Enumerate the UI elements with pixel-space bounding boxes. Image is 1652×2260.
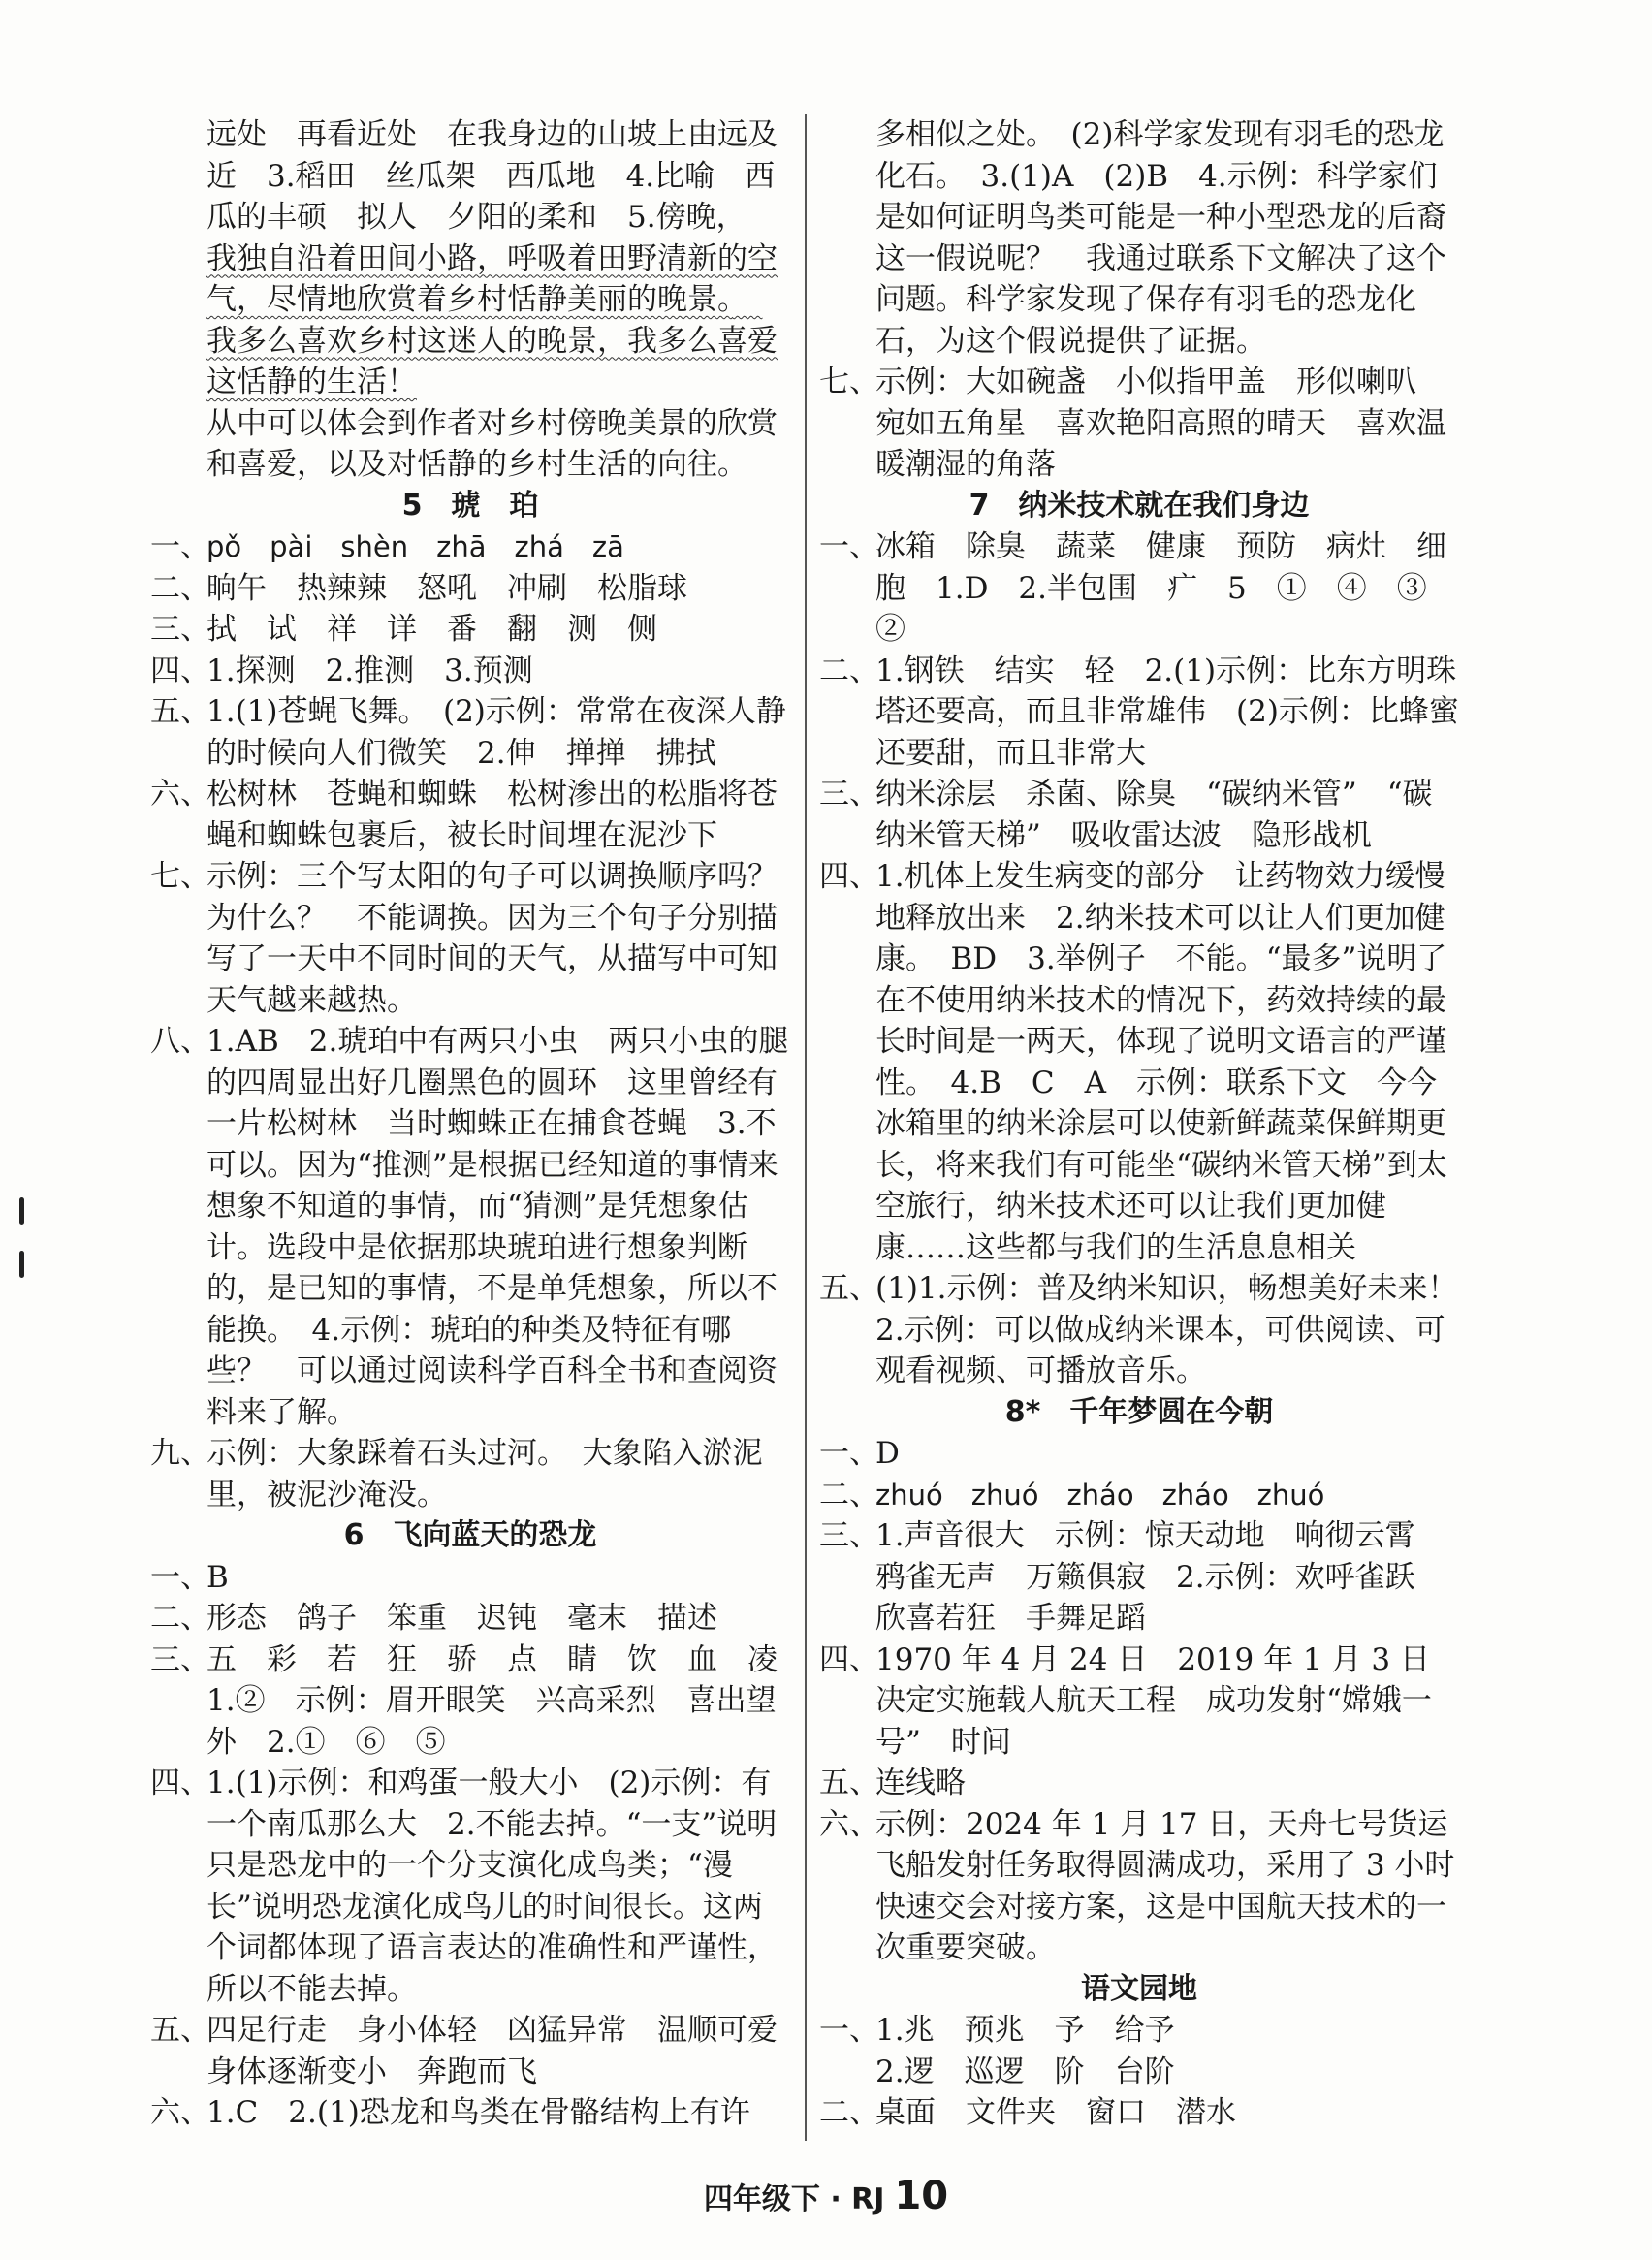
item-number: 二、 (819, 1477, 879, 1512)
section-heading: 5 琥 珀 (401, 488, 539, 523)
answer-continuation: 远处 再看近处 在我身边的山坡上由远及近 3.稻田 丝瓜架 西瓜地 4.比喻 西瓜的丰硕 拟人 夕阳的柔和 5.傍晚， (206, 117, 778, 235)
answer-item (150, 1639, 808, 1764)
item-number: 四、 (150, 1766, 210, 1800)
answer-item (819, 1639, 1459, 1764)
scan-mark (19, 1251, 24, 1278)
item-number: 二、 (819, 653, 879, 688)
answer-item (819, 362, 1459, 486)
answer-text: 晌午 热辣辣 怒吼 冲刷 松脂球 (206, 570, 687, 606)
answer-text: 松树林 苍蝇和蜘蛛 松树渗出的松脂将苍蝇和蜘蛛包裹后，被长时间埋在泥沙下 (206, 777, 778, 853)
answer-text: 四足行走 身小体轻 凶猛异常 温顺可爱 身体逐渐变小 奔跑而飞 (206, 2013, 808, 2089)
left-column (150, 114, 808, 2134)
section-heading: 6 飞向蓝天的恐龙 (343, 1518, 597, 1552)
answer-item (819, 1475, 1459, 1516)
item-number: 一、 (819, 529, 879, 564)
answer-continuation: 多相似之处。 (2)科学家发现有羽毛的恐龙化石。 3.(1)A (2)B 4.示例：科学家们是如何证明鸟类可能是一种小型恐龙的后裔这一假说呢？ 我通过联系下文解决了这个问题。科学家发现了保存有羽毛的恐龙化石，为这个假说提供了证据。 (875, 117, 1446, 359)
answer-item (819, 651, 1459, 775)
answer-text: 1.钢铁 结实 轻 2.(1)示例：比东方明珠塔还要高，而且非常雄伟 (2)示例：比蜂蜜还要甜，而且非常大 (875, 653, 1459, 771)
item-number: 一、 (150, 1559, 210, 1595)
answer-text: zhuó zhuó zháo zháo zhuó (875, 1478, 1325, 1512)
section-heading: 语文园地 (1081, 1971, 1197, 2006)
item-number: 五、 (150, 2013, 210, 2048)
answer-item (150, 1021, 790, 1433)
item-number: 三、 (819, 1518, 879, 1553)
answer-text: 示例：2024 年 1 月 17 日，天舟七号货运飞船发射任务取得圆满成功，采用了 3 小时快速交会对接方案，这是中国航天技术的一次重要突破。 (875, 1806, 1455, 1965)
item-number: 六、 (819, 1806, 879, 1842)
answer-item (819, 1804, 1459, 1969)
answer-text: 形态 鸽子 笨重 迟钝 毫末 描述 (206, 1601, 717, 1636)
underlined-answer (150, 239, 790, 403)
answer-item (819, 856, 1467, 1268)
item-number: 五、 (819, 1271, 879, 1306)
answer-continuation: 从中可以体会到作者对乡村傍晚美景的欣赏和喜爱，以及对恬静的乡村生活的向往。 (206, 405, 778, 482)
page-footer (0, 2174, 1652, 2218)
item-number: 二、 (819, 2095, 879, 2130)
answer-text: 1.机体上发生病变的部分 让药物效力缓慢地释放出来 2.纳米技术可以让人们更加健康。 BD 3.举例子 不能。“最多”说明了在不使用纳米技术的情况下，药效持续的最长时间是一两天，体现了说明文语言的严谨性。 4.B C A 示例：联系下文 今今 冰箱里的纳米涂层可以使新鲜蔬菜保鲜期更长，将来我们有可能坐“碳纳米管天梯”到太空旅行，纳米技术还可以让我们更加健康……这些都与我们的生活息息相关 (875, 859, 1467, 1265)
answer-text: 连线略 (875, 1766, 966, 1800)
item-number: 八、 (150, 1024, 210, 1059)
answer-item (150, 568, 790, 610)
item-number: 三、 (150, 612, 210, 647)
item-number: 五、 (819, 1766, 879, 1800)
answer-text: 1970 年 4 月 24 日 2019 年 1 月 3 日 决定实施载人航天工程 成功发射“嫦娥一号” 时间 (875, 1641, 1460, 1760)
item-number: 二、 (150, 1601, 210, 1636)
answer-item (819, 526, 1459, 651)
item-number: 一、 (819, 2013, 879, 2048)
answer-text: 纳米涂层 杀菌、除臭 “碳纳米管” “碳纳米管天梯” 吸收雷达波 隐形战机 (875, 777, 1433, 853)
answer-text: 1.C 2.(1)恐龙和鸟类在骨骼结构上有许 (206, 2095, 750, 2130)
item-number: 四、 (819, 1641, 879, 1677)
column-divider (805, 114, 807, 2141)
answer-text: 冰箱 除臭 蔬菜 健康 预防 病灶 细胞 1.D 2.半包围 疒 5 ① ④ ③ ② (875, 529, 1457, 647)
item-number: 五、 (150, 694, 210, 729)
item-number: 六、 (150, 777, 210, 812)
answer-text: 1.(1)示例：和鸡蛋一般大小 (2)示例：有一个南瓜那么大 2.不能去掉。“一支”说明只是恐龙中的一个分支演化成鸟类；“漫长”说明恐龙演化成鸟儿的时间很长。这两个词都体现了语言表达的准确性和严谨性，所以不能去掉。 (206, 1766, 778, 2007)
item-number: 四、 (819, 859, 879, 894)
answer-text: 1.AB 2.琥珀中有两只小虫 两只小虫的腿的四周显出好几圈黑色的圆环 这里曾经有一片松树林 当时蜘蛛正在捕食苍蝇 3.不可以。因为“推测”是根据已经知道的事情来想象不知道的事情，而“猜测”是凭想象估计。选段中是依据那块琥珀进行想象判断的，是已知的事情，不是单凭想象，所以不能换。 4.示例：琥珀的种类及特征有哪些？ 可以通过阅读科学百科全书和查阅资料来了解。 (206, 1024, 789, 1430)
page-number: 10 (894, 2174, 949, 2218)
answer-item (819, 774, 1459, 856)
answer-item (150, 2010, 808, 2092)
item-number: 一、 (819, 1436, 879, 1471)
answer-text: 1.声音很大 示例：惊天动地 响彻云霄 鸦雀无声 万籁俱寂 2.示例：欢呼雀跃 欣喜若狂 手舞足蹈 (875, 1518, 1446, 1636)
answer-continuation: 2.逻 巡逻 阶 台阶 (875, 2053, 1175, 2089)
item-number: 六、 (150, 2095, 210, 2130)
answer-text: 示例：大象踩着石头过河。 大象陷入淤泥里，被泥沙淹没。 (206, 1436, 763, 1512)
answer-item (819, 1763, 1459, 1804)
answer-text: 拭 试 祥 详 番 翻 测 侧 (206, 612, 657, 647)
answer-text: D (875, 1436, 900, 1471)
answer-item (819, 2092, 1459, 2134)
right-column (819, 114, 1488, 2134)
answer-item (819, 2010, 1459, 2052)
scan-mark (19, 1197, 24, 1225)
answer-item (150, 1763, 790, 2010)
answer-item (150, 651, 790, 692)
answer-item (819, 1433, 1459, 1475)
answer-text: 1.探测 2.推测 3.预测 (206, 653, 533, 688)
answer-item (819, 1515, 1459, 1639)
answer-item (150, 526, 790, 568)
item-number: 三、 (819, 777, 879, 812)
answer-text: 示例：三个写太阳的句子可以调换顺序吗？为什么？ 不能调换。因为三个句子分别描写了一天中不同时间的天气，从描写中可知天气越来越热。 (206, 859, 778, 1018)
answer-text: (1)1.示例：普及纳米知识，畅想美好未来！ 2.示例：可以做成纳米课本，可供阅读、可观看视频、可播放音乐。 (875, 1271, 1488, 1388)
answer-item (150, 1557, 790, 1599)
item-number: 七、 (150, 859, 210, 894)
answer-item (150, 2092, 790, 2134)
item-number: 三、 (150, 1641, 210, 1677)
answer-item (819, 1268, 1488, 1392)
item-number: 一、 (150, 529, 210, 564)
answer-item (150, 1598, 790, 1639)
item-number: 四、 (150, 653, 210, 688)
item-number: 七、 (819, 365, 879, 399)
section-heading: 7 纳米技术就在我们身边 (969, 488, 1310, 523)
answer-text: 我独自沿着田间小路，呼吸着田野清新的空气，尽情地欣赏着乡村恬静美丽的晚景。 我多么喜欢乡村这迷人的晚景，我多么喜爱这恬静的生活！ (206, 240, 778, 399)
item-number: 九、 (150, 1436, 210, 1471)
section-heading: 8* 千年梦圆在今朝 (1004, 1394, 1274, 1429)
answer-text: pǒ pài shèn zhā zhá zā (206, 530, 624, 563)
item-number: 二、 (150, 570, 210, 606)
grade-label: 四年级下 · RJ (703, 2182, 885, 2216)
answer-text: B (206, 1559, 229, 1595)
answer-item (150, 1433, 790, 1515)
answer-item (150, 609, 790, 651)
answer-text: 1.兆 预兆 予 给予 (875, 2013, 1175, 2048)
answer-text: 桌面 文件夹 窗口 潜水 (875, 2095, 1236, 2130)
answer-item (150, 691, 790, 774)
answer-item (150, 856, 790, 1021)
answer-text: 五 彩 若 狂 骄 点 睛 饮 血 凌 1.② 示例：眉开眼笑 兴高采烈 喜出望外 2.① ⑥ ⑤ (206, 1641, 808, 1760)
answer-text: 示例：大如碗盏 小似指甲盖 形似喇叭 宛如五角星 喜欢艳阳高照的晴天 喜欢温暖潮湿的角落 (875, 365, 1446, 482)
answer-text: 1.(1)苍蝇飞舞。 (2)示例：常常在夜深人静的时候向人们微笑 2.伸 掸掸 拂拭 (206, 694, 786, 771)
answer-item (150, 774, 790, 856)
